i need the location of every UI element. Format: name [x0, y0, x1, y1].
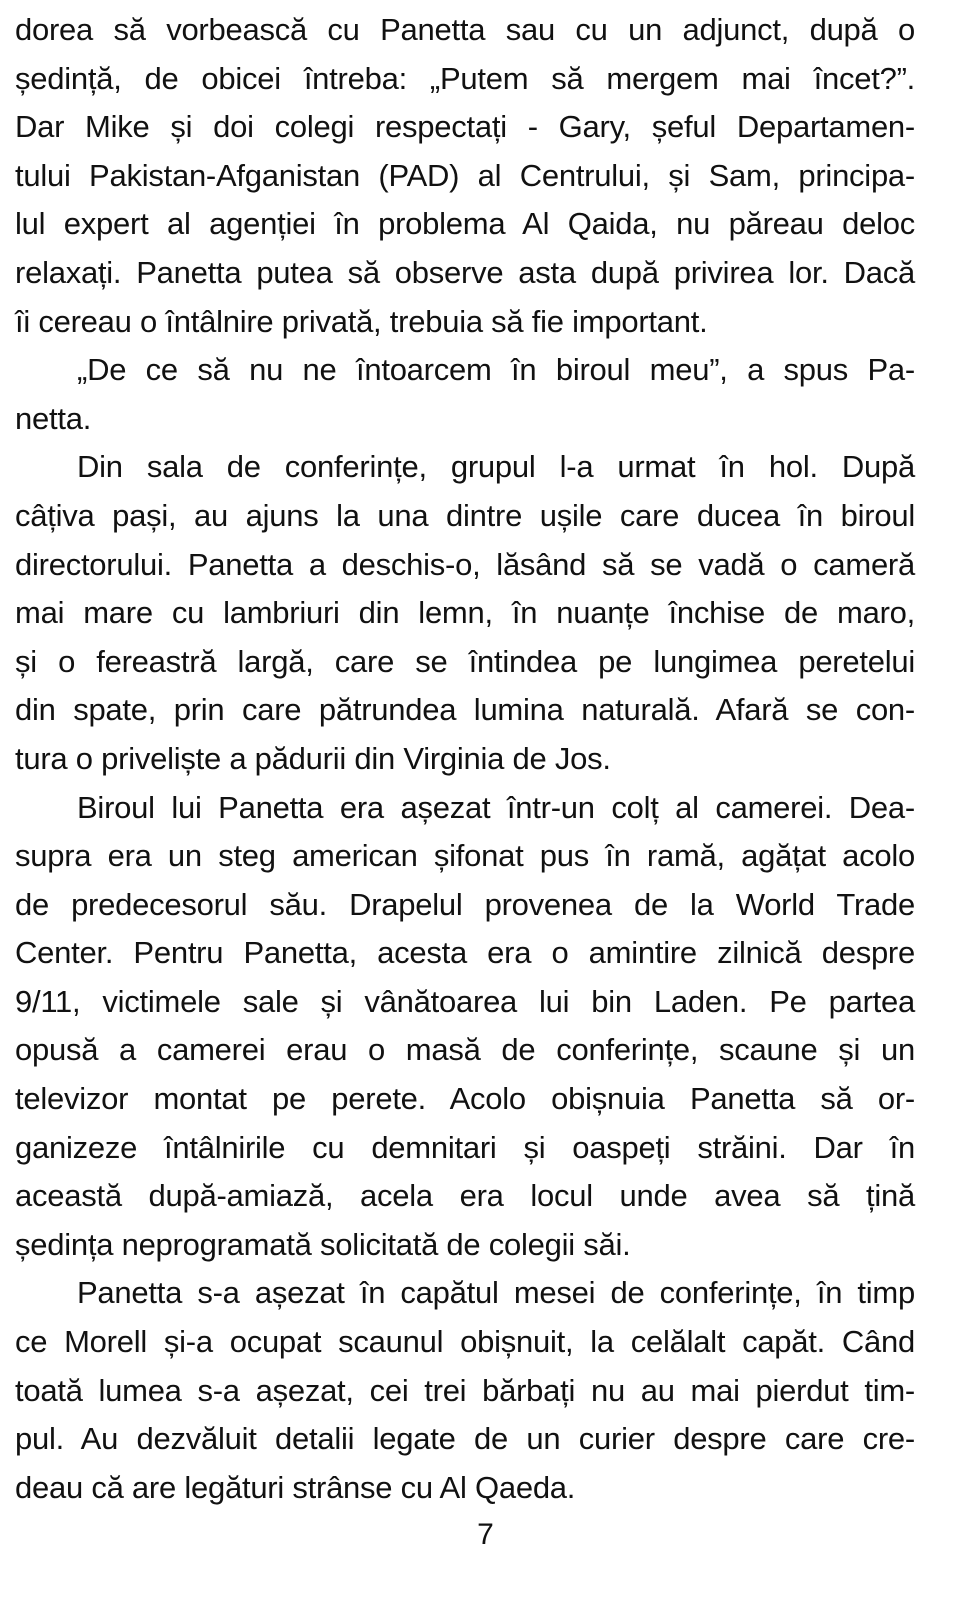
text-line: „De ce să nu ne întoarcem în biroul meu”, a spus Pa- [77, 352, 915, 388]
text-line: Panetta s-a așezat în capătul mesei de conferințe, în timp [77, 1275, 915, 1311]
text-line: ședința neprogramată solicitată de colegii săi. [15, 1226, 631, 1262]
text-line: 9/11, victimele sale și vânătoarea lui bin Laden. Pe partea [15, 983, 915, 1019]
text-line: dorea să vorbească cu Panetta sau cu un adjunct, după o [15, 12, 915, 47]
text-line: netta. [15, 400, 92, 436]
text-line: și o fereastră largă, care se întindea pe lungimea peretelui [15, 643, 915, 679]
text-line: de predecesorul său. Drapelul provenea de la World Trade [15, 886, 915, 922]
text-line: ce Morell și-a ocupat scaunul obișnuit, la celălalt capăt. Când [15, 1324, 915, 1360]
text-line: opusă a camerei erau o masă de conferințe, scaune și un [15, 1032, 915, 1068]
text-line: această după-amiază, acela era locul unde avea să țină [15, 1178, 915, 1214]
page-number: 7 [477, 1518, 494, 1551]
text-line: toată lumea s-a așezat, cei trei bărbați nu au mai pierdut tim- [15, 1372, 915, 1408]
text-line: supra era un steg american șifonat pus în ramă, agățat acolo [15, 838, 915, 874]
text-line: ședință, de obicei întreba: „Putem să mergem mai încet?”. [15, 60, 915, 96]
text-line: câțiva pași, au ajuns la una dintre ușile care ducea în biroul [15, 497, 915, 533]
text-line: deau că are legături strânse cu Al Qaeda. [15, 1469, 576, 1505]
text-line: tura o priveliște a pădurii din Virginia de Jos. [15, 740, 611, 776]
body-text [15, 6, 915, 1512]
text-line: relaxați. Panetta putea să observe asta după privirea lor. Dacă [15, 254, 915, 290]
text-line: mai mare cu lambriuri din lemn, în nuanțe închise de maro, [15, 595, 915, 631]
text-line: Dar Mike și doi colegi respectați - Gary, șeful Departamen- [15, 109, 915, 145]
text-line: din spate, prin care pătrundea lumina naturală. Afară se con- [15, 692, 915, 728]
text-line: Din sala de conferințe, grupul l-a urmat în hol. După [77, 449, 915, 485]
text-line: ganizeze întâlnirile cu demnitari și oaspeți străini. Dar în [15, 1129, 915, 1165]
text-line: îi cereau o întâlnire privată, trebuia să fie important. [15, 303, 708, 339]
text-line: pul. Au dezvăluit detalii legate de un curier despre care cre- [15, 1421, 915, 1457]
text-line: tului Pakistan-Afganistan (PAD) al Centrului, și Sam, principa- [15, 157, 915, 193]
text-line: directorului. Panetta a deschis-o, lăsând să se vadă o cameră [15, 546, 915, 582]
text-line: televizor montat pe perete. Acolo obișnuia Panetta să or- [15, 1081, 915, 1117]
text-line: lul expert al agenției în problema Al Qaida, nu păreau deloc [15, 206, 915, 242]
text-line: Center. Pentru Panetta, acesta era o amintire zilnică despre [15, 935, 915, 971]
text-line: Biroul lui Panetta era așezat într-un colț al camerei. Dea- [77, 789, 915, 825]
